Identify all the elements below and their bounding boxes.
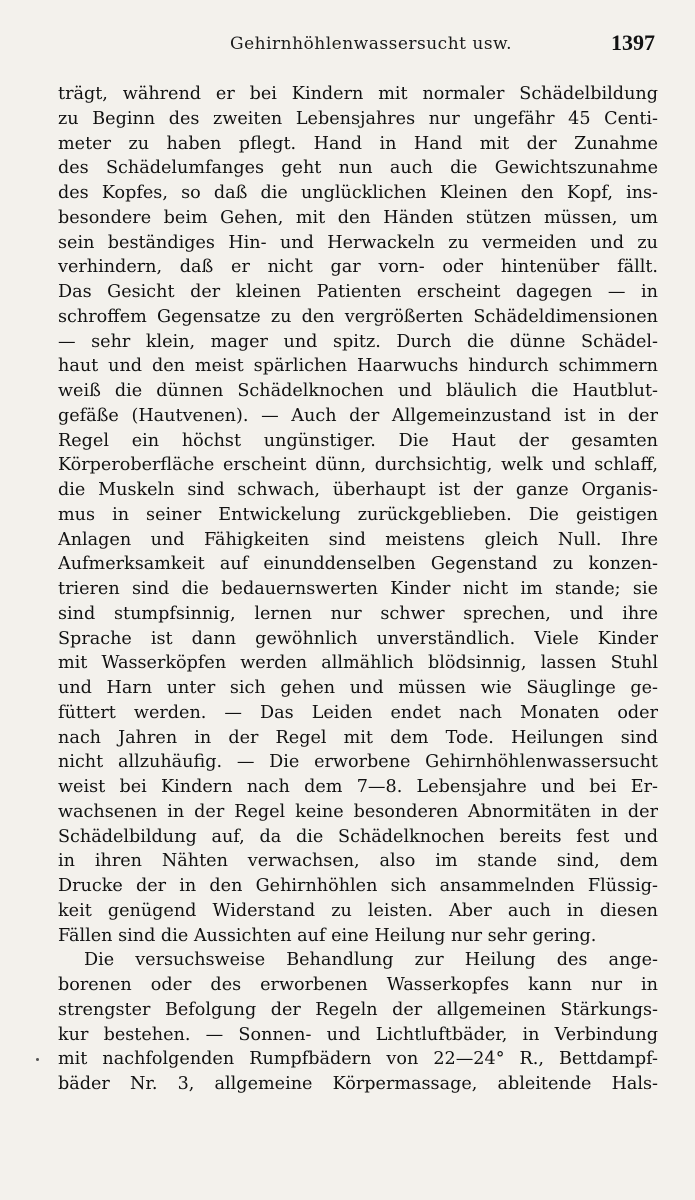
text-line: und Harn unter sich gehen und müssen wie Säuglinge ge-: [58, 678, 658, 698]
text-line: Körperoberfläche erscheint dünn, durchsichtig, welk und schlaff,: [58, 455, 658, 476]
text-line: gefäße (Hautvenen). — Auch der Allgemeinzustand ist in der: [58, 405, 658, 426]
text-line: Anlagen und Fähigkeiten sind meistens gleich Null. Ihre: [58, 529, 658, 550]
text-line: verhindern, daß er nicht gar vorn- oder hintenüber fällt.: [58, 257, 658, 278]
text-line: des Kopfes, so daß die unglücklichen Kleinen den Kopf, ins-: [58, 183, 658, 203]
text-line: des Schädelumfanges geht nun auch die Gewichtszunahme: [58, 158, 658, 179]
text-line: wachsenen in der Regel keine besonderen Abnormitäten in der: [58, 801, 658, 822]
text-line: zu Beginn des zweiten Lebensjahres nur ungefähr 45 Centi-: [58, 108, 658, 129]
text-line: trieren sind die bedauernswerten Kinder nicht im stande; sie: [58, 579, 658, 599]
body-text: [58, 82, 658, 1097]
page-number: 1397: [611, 30, 655, 55]
text-line: Sprache ist dann gewöhnlich unverständlich. Viele Kinder: [58, 628, 658, 649]
text-line: mus in seiner Entwickelung zurückgeblieben. Die geistigen: [58, 504, 658, 525]
text-line: sein beständiges Hin- und Herwackeln zu vermeiden und zu: [58, 232, 658, 253]
text-line: nicht allzuhäufig. — Die erworbene Gehirnhöhlenwassersucht: [58, 752, 658, 773]
text-line: Drucke der in den Gehirnhöhlen sich ansammelnden Flüssig-: [58, 876, 658, 896]
text-line: mit nachfolgenden Rumpfbädern von 22—24° R., Bettdampf-: [58, 1049, 658, 1070]
text-line: besondere beim Gehen, mit den Händen stützen müssen, um: [58, 207, 658, 228]
text-line: meter zu haben pflegt. Hand in Hand mit der Zunahme: [58, 133, 658, 154]
text-line: in ihren Nähten verwachsen, also im stande sind, dem: [58, 851, 658, 872]
text-line: Regel ein höchst ungünstiger. Die Haut der gesamten: [58, 430, 658, 451]
running-title: Gehirnhöhlenwassersucht usw.: [230, 34, 512, 54]
text-line: Das Gesicht der kleinen Patienten erscheint dagegen — in: [58, 282, 658, 302]
text-line: strengster Befolgung der Regeln der allgemeinen Stärkungs-: [58, 999, 658, 1020]
text-line: die Muskeln sind schwach, überhaupt ist der ganze Organis-: [58, 480, 658, 500]
text-line: sind stumpfsinnig, lernen nur schwer sprechen, und ihre: [58, 603, 658, 624]
text-line: weiß die dünnen Schädelknochen und bläulich die Hautblut-: [58, 381, 658, 401]
text-line: mit Wasserköpfen werden allmählich blödsinnig, lassen Stuhl: [58, 653, 658, 674]
text-line: weist bei Kindern nach dem 7—8. Lebensjahre und bei Er-: [58, 777, 658, 797]
text-line: nach Jahren in der Regel mit dem Tode. Heilungen sind: [58, 727, 658, 748]
text-line: borenen oder des erworbenen Wasserkopfes kann nur in: [58, 975, 658, 995]
text-line: schroffem Gegensatze zu den vergrößerten Schädeldimensionen: [58, 306, 658, 327]
text-line: Aufmerksamkeit auf einunddenselben Gegenstand zu konzen-: [58, 554, 658, 575]
text-line: trägt, während er bei Kindern mit normaler Schädelbildung: [58, 84, 658, 104]
text-line: — sehr klein, mager und spitz. Durch die dünne Schädel-: [58, 331, 658, 352]
text-line: kur bestehen. — Sonnen- und Lichtluftbäder, in Verbindung: [58, 1024, 658, 1045]
text-line: keit genügend Widerstand zu leisten. Aber auch in diesen: [58, 900, 658, 921]
paper-speck: [36, 1058, 39, 1061]
paragraph-start-line: Die versuchsweise Behandlung zur Heilung des ange-: [84, 950, 658, 971]
text-line: füttert werden. — Das Leiden endet nach Monaten oder: [58, 702, 658, 723]
text-line: bäder Nr. 3, allgemeine Körpermassage, ableitende Hals-: [58, 1074, 658, 1094]
text-line: haut und den meist spärlichen Haarwuchs hindurch schimmern: [58, 356, 658, 377]
text-line: Fällen sind die Aussichten auf eine Heilung nur sehr gering.: [58, 925, 597, 946]
text-line: Schädelbildung auf, da die Schädelknochen bereits fest und: [58, 826, 658, 847]
